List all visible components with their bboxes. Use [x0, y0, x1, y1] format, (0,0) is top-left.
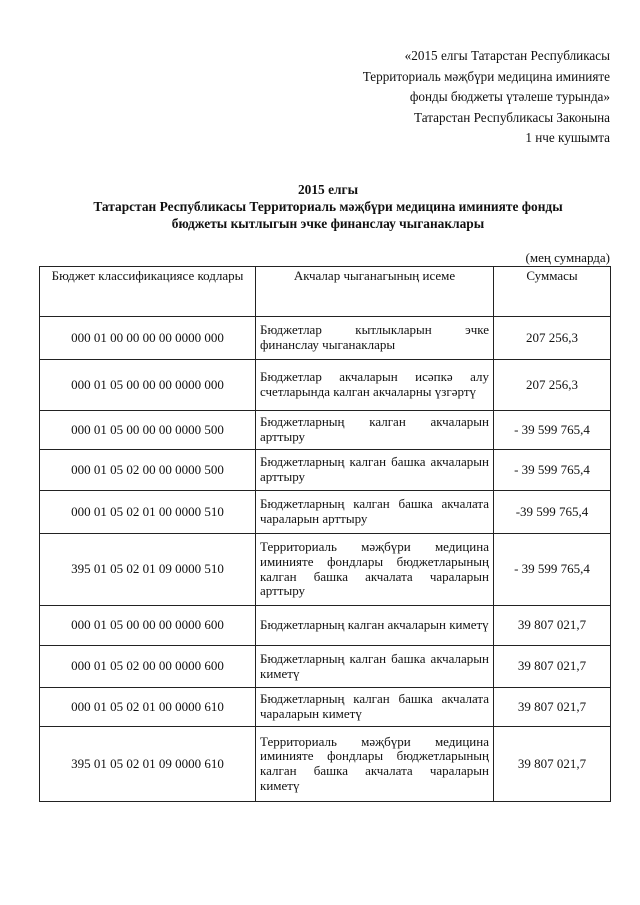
amount-cell: 39 807 021,7 [494, 606, 611, 646]
column-header-name: Акчалар чыганагының исеме [256, 267, 494, 317]
source-name-cell: Территориаль мәҗбүри медицина иминияте фондлары бюджетларының калган башка акчалата чараларын киметү [256, 727, 494, 802]
budget-code-cell: 000 01 05 00 00 00 0000 500 [40, 411, 256, 450]
table-row [40, 646, 611, 688]
header-line: Территориаль мәҗбүри медицина иминияте [362, 68, 610, 84]
header-line: Татарстан Республикасы Законына [414, 109, 610, 125]
source-name-cell: Бюджетлар акчаларын исәпкә алу счетларында калган акчаларны үзгәртү [256, 360, 494, 411]
source-name-cell: Бюджетларның калган башка акчалата чараларын арттыру [256, 491, 494, 534]
budget-code-cell: 395 01 05 02 01 09 0000 510 [40, 534, 256, 606]
table-row [40, 534, 611, 606]
source-name-cell: Бюджетларның калган башка акчаларын арттыру [256, 450, 494, 491]
budget-code-cell: 000 01 05 00 00 00 0000 000 [40, 360, 256, 411]
table-header-row [40, 267, 611, 317]
header-line: «2015 елгы Татарстан Республикасы [404, 48, 610, 63]
amount-cell: -39 599 765,4 [494, 491, 611, 534]
table-row [40, 450, 611, 491]
title-line: Татарстан Республикасы Территориаль мәҗбүри медицина иминияте фонды [93, 199, 563, 214]
amount-cell: - 39 599 765,4 [494, 450, 611, 491]
law-appendix-header [363, 46, 610, 149]
title-year: 2015 елгы [297, 182, 359, 197]
budget-code-cell: 000 01 05 02 01 00 0000 610 [40, 688, 256, 727]
budget-code-cell: 000 01 05 02 00 00 0000 500 [40, 450, 256, 491]
title-line: бюджеты кытлыгын эчке финанслау чыганаклары [171, 216, 485, 231]
financing-sources-table [39, 266, 611, 802]
source-name-cell: Бюджетларның калган акчаларын арттыру [256, 411, 494, 450]
amount-cell: 207 256,3 [494, 360, 611, 411]
table-row [40, 727, 611, 802]
table-row [40, 411, 611, 450]
amount-cell: - 39 599 765,4 [494, 534, 611, 606]
source-name-cell: Бюджетлар кытлыкларын эчке финанслау чыганаклары [256, 317, 494, 360]
budget-code-cell: 000 01 05 02 01 00 0000 510 [40, 491, 256, 534]
amount-cell: 39 807 021,7 [494, 688, 611, 727]
column-header-sum: Суммасы [494, 267, 611, 317]
document-title [38, 181, 618, 232]
appendix-number: 1 нче кушымта [525, 130, 610, 145]
source-name-cell: Бюджетларның калган башка акчалата чараларын киметү [256, 688, 494, 727]
source-name-cell: Территориаль мәҗбүри медицина иминияте фондлары бюджетларының калган башка акчалата чараларын арттыру [256, 534, 494, 606]
table-row [40, 491, 611, 534]
table-row [40, 360, 611, 411]
amount-cell: 39 807 021,7 [494, 727, 611, 802]
unit-note: (мең сумнарда) [525, 250, 610, 265]
header-line: фонды бюджеты үтәлеше турында» [409, 89, 610, 104]
budget-code-cell: 000 01 05 00 00 00 0000 600 [40, 606, 256, 646]
source-name-cell: Бюджетларның калган акчаларын киметү [256, 606, 494, 646]
amount-cell: 207 256,3 [494, 317, 611, 360]
budget-code-cell: 000 01 00 00 00 00 0000 000 [40, 317, 256, 360]
source-name-cell: Бюджетларның калган башка акчаларын киметү [256, 646, 494, 688]
table-row [40, 317, 611, 360]
amount-cell: - 39 599 765,4 [494, 411, 611, 450]
budget-code-cell: 000 01 05 02 00 00 0000 600 [40, 646, 256, 688]
budget-code-cell: 395 01 05 02 01 09 0000 610 [40, 727, 256, 802]
table-row [40, 606, 611, 646]
table-row [40, 688, 611, 727]
column-header-code: Бюджет классификациясе кодлары [40, 267, 256, 317]
amount-cell: 39 807 021,7 [494, 646, 611, 688]
